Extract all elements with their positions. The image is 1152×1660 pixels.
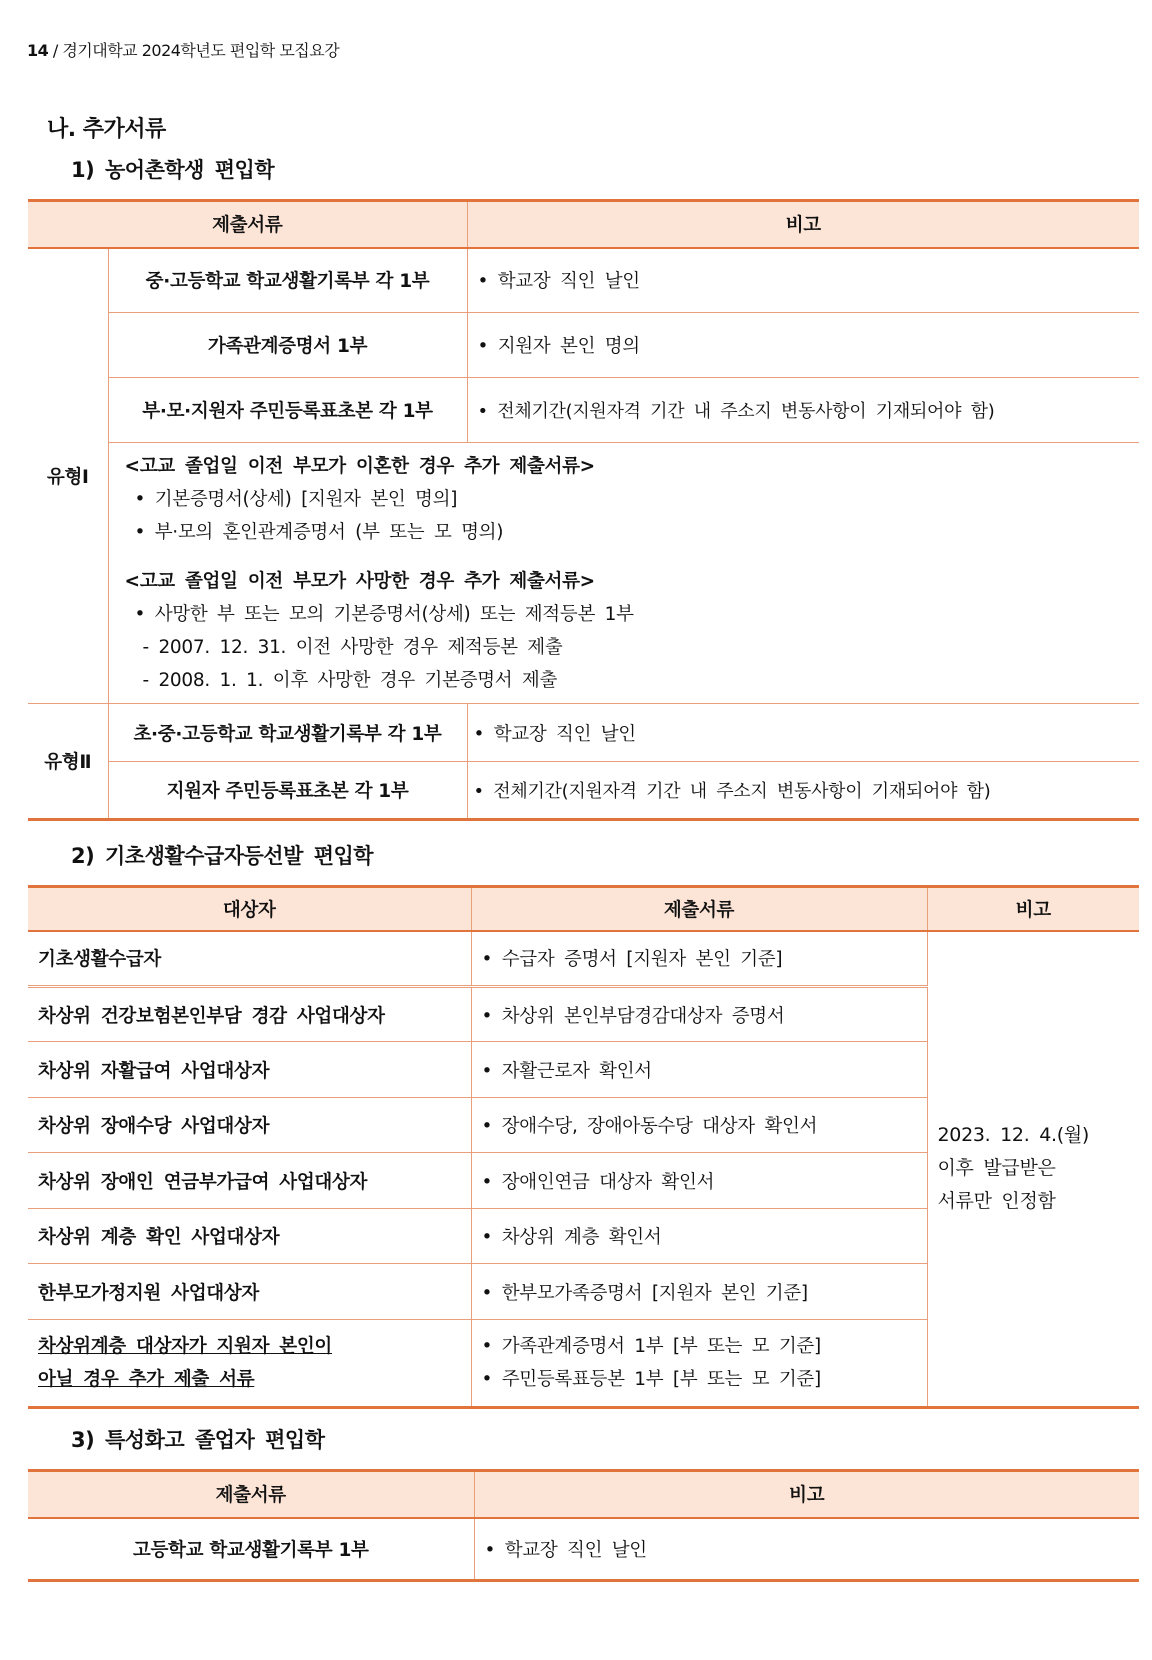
table-row-note: • 지원자 본인 명의 [467,313,1139,378]
note-line: 이후 발급받은 [937,1157,1056,1180]
table-row-target: 차상위 자활급여 사업대상자 [28,1042,471,1098]
table-row-target: 기초생활수급자 [28,931,471,987]
table-row-doc: • 차상위 본인부담경감대상자 증명서 [471,987,927,1042]
type2-label: 유형Ⅱ [28,704,108,820]
col-header-documents: 제출서류 [471,887,927,931]
table-row-doc: • 장애수당, 장애아동수당 대상자 확인서 [471,1098,927,1153]
col-header-target: 대상자 [28,887,471,931]
table-row-target: 차상위 장애수당 사업대상자 [28,1098,471,1153]
table-row-note: • 학교장 직인 날인 [467,704,1139,762]
page-header [27,38,339,61]
table-row-target [28,1320,471,1408]
table-row-doc: 지원자 주민등록표초본 각 1부 [108,762,467,820]
death-case-title: <고교 졸업일 이전 부모가 사망한 경우 추가 제출서류> [124,570,595,592]
table-row-target: 차상위 장애인 연금부가급여 사업대상자 [28,1153,471,1209]
underlined-note: 차상위계층 대상자가 지원자 본인이 [38,1336,332,1357]
subsection-title-basic-livelihood: 2) 기초생활수급자등선발 편입학 [71,844,374,868]
subsection-title-specialized: 3) 특성화고 졸업자 편입학 [71,1428,325,1452]
divorce-case-title: <고교 졸업일 이전 부모가 이혼한 경우 추가 제출서류> [124,455,595,477]
table-row-target: 한부모가정지원 사업대상자 [28,1264,471,1320]
table-row-doc: • 차상위 계층 확인서 [471,1209,927,1264]
page-number: 14 [27,41,49,60]
table-row-doc: 중·고등학교 학교생활기록부 각 1부 [108,248,467,313]
list-item: • 사망한 부 또는 모의 기본증명서(상세) 또는 제적등본 1부 [125,598,1140,631]
type1-label: 유형Ⅰ [28,248,108,704]
col-header-documents: 제출서류 [28,201,467,248]
document-title: 경기대학교 2024학년도 편입학 모집요강 [62,41,340,60]
table-row-target: 차상위 계층 확인 사업대상자 [28,1209,471,1264]
list-item: • 부·모의 혼인관계증명서 (부 또는 모 명의) [125,516,1140,549]
table-row-note: • 전체기간(지원자격 기간 내 주소지 변동사항이 기재되어야 함) [467,762,1139,820]
col-header-note: 비고 [467,201,1139,248]
underlined-note: 아닐 경우 추가 제출 서류 [38,1369,255,1390]
note-line: 2023. 12. 4.(월) [937,1124,1089,1147]
table-row-doc: 고등학교 학교생활기록부 1부 [28,1518,474,1581]
basic-livelihood-table [28,885,1139,1409]
table-row-doc: • 수급자 증명서 [지원자 본인 기준] [471,931,927,987]
note-line: 서류만 인정함 [937,1190,1056,1213]
table-row-target: 차상위 건강보험본인부담 경감 사업대상자 [28,987,471,1042]
col-header-note: 비고 [474,1471,1139,1518]
col-header-documents: 제출서류 [28,1471,474,1518]
table-row-doc: • 자활근로자 확인서 [471,1042,927,1098]
table-row-doc: 부·모·지원자 주민등록표초본 각 1부 [108,378,467,443]
col-header-note: 비고 [927,887,1139,931]
table-row-doc: • 한부모가족증명서 [지원자 본인 기준] [471,1264,927,1320]
issue-date-note [927,931,1139,1408]
list-item: • 가족관계증명서 1부 [부 또는 모 기준] [482,1330,917,1363]
table-row-doc: 초·중·고등학교 학교생활기록부 각 1부 [108,704,467,762]
list-subitem: - 2008. 1. 1. 이후 사망한 경우 기본증명서 제출 [142,669,558,691]
rural-documents-table [28,199,1139,821]
subsection-title-rural: 1) 농어촌학생 편입학 [71,158,275,182]
list-item: • 주민등록표등본 1부 [부 또는 모 기준] [482,1363,917,1396]
section-title: 나. 추가서류 [47,117,166,142]
additional-documents-box [108,443,1139,704]
list-item: • 기본증명서(상세) [지원자 본인 명의] [125,483,1140,516]
table-row-note: • 학교장 직인 날인 [467,248,1139,313]
table-row-note: • 학교장 직인 날인 [474,1518,1139,1581]
specialized-school-table [28,1469,1139,1582]
list-subitem: - 2007. 12. 31. 이전 사망한 경우 제적등본 제출 [142,636,563,658]
header-separator: / [52,41,58,60]
table-row-doc [471,1320,927,1408]
table-row-doc: • 장애인연금 대상자 확인서 [471,1153,927,1209]
table-row-doc: 가족관계증명서 1부 [108,313,467,378]
table-row-note: • 전체기간(지원자격 기간 내 주소지 변동사항이 기재되어야 함) [467,378,1139,443]
